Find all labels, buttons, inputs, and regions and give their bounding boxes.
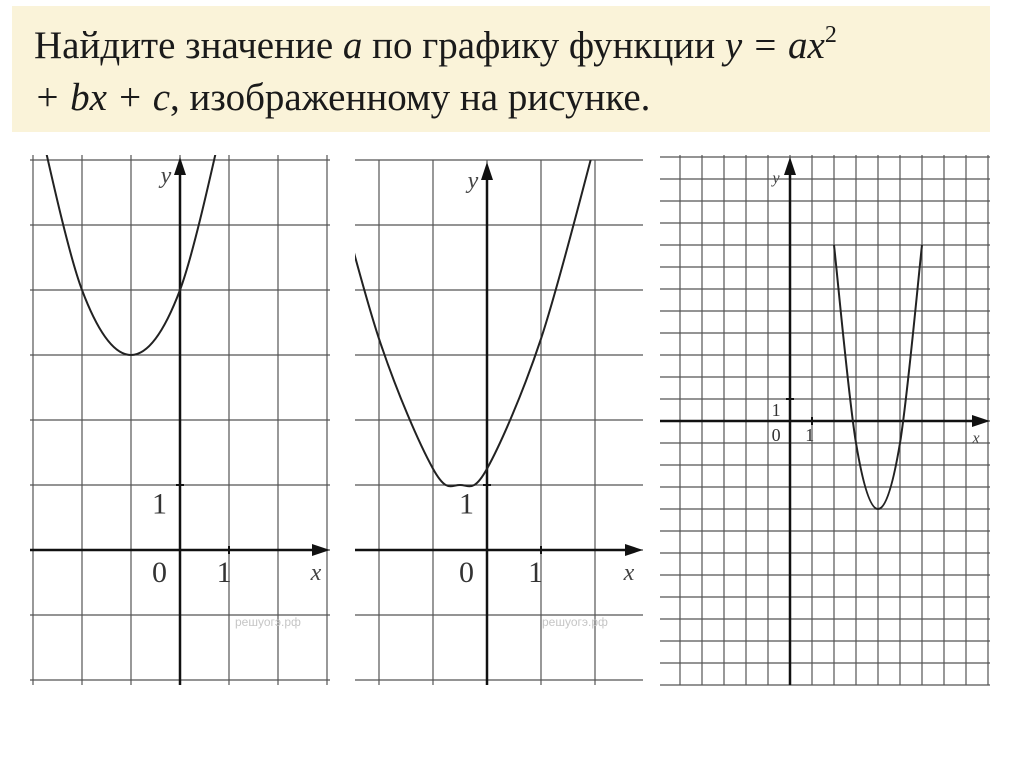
parabola-chart-2	[355, 160, 660, 688]
parabola-chart-3	[660, 155, 1000, 690]
origin-label: 0	[771, 425, 781, 445]
parabola-curve	[325, 144, 595, 487]
y-one-label: 1	[459, 487, 474, 521]
watermark: решуогэ.рф	[542, 615, 608, 629]
task-function-tail: + bx + c	[34, 76, 171, 119]
x-one-label: 1	[216, 556, 232, 589]
y-axis-name: y	[160, 163, 172, 189]
parabola-chart-1	[30, 155, 340, 695]
task-statement-box	[12, 6, 990, 132]
x-axis-name: x	[972, 430, 980, 447]
grid	[355, 160, 643, 685]
task-text-2: по графику функции	[362, 24, 725, 67]
origin-label: 0	[152, 556, 167, 589]
x-axis-name: x	[310, 560, 322, 586]
x-one-label: 1	[805, 425, 815, 445]
x-axis-arrow	[625, 544, 643, 556]
y-axis-arrow	[481, 162, 493, 180]
y-one-label: 1	[152, 487, 167, 521]
x-axis-name: x	[623, 560, 635, 586]
task-var-a: a	[342, 24, 363, 67]
task-text-3: , изображенному на рисунке.	[170, 76, 651, 119]
y-one-label: 1	[771, 400, 781, 421]
task-statement	[34, 20, 968, 124]
watermark: решуогэ.рф	[235, 615, 301, 629]
x-one-label: 1	[528, 556, 544, 589]
y-axis-name: y	[772, 170, 780, 187]
x-axis-arrow	[972, 415, 990, 427]
y-axis-arrow	[784, 157, 796, 175]
task-exponent: 2	[824, 22, 837, 48]
origin-label: 0	[459, 556, 474, 589]
y-axis-name: y	[467, 168, 479, 194]
task-text-1: Найдите значение	[34, 24, 343, 67]
task-function: y = ax	[724, 24, 825, 67]
